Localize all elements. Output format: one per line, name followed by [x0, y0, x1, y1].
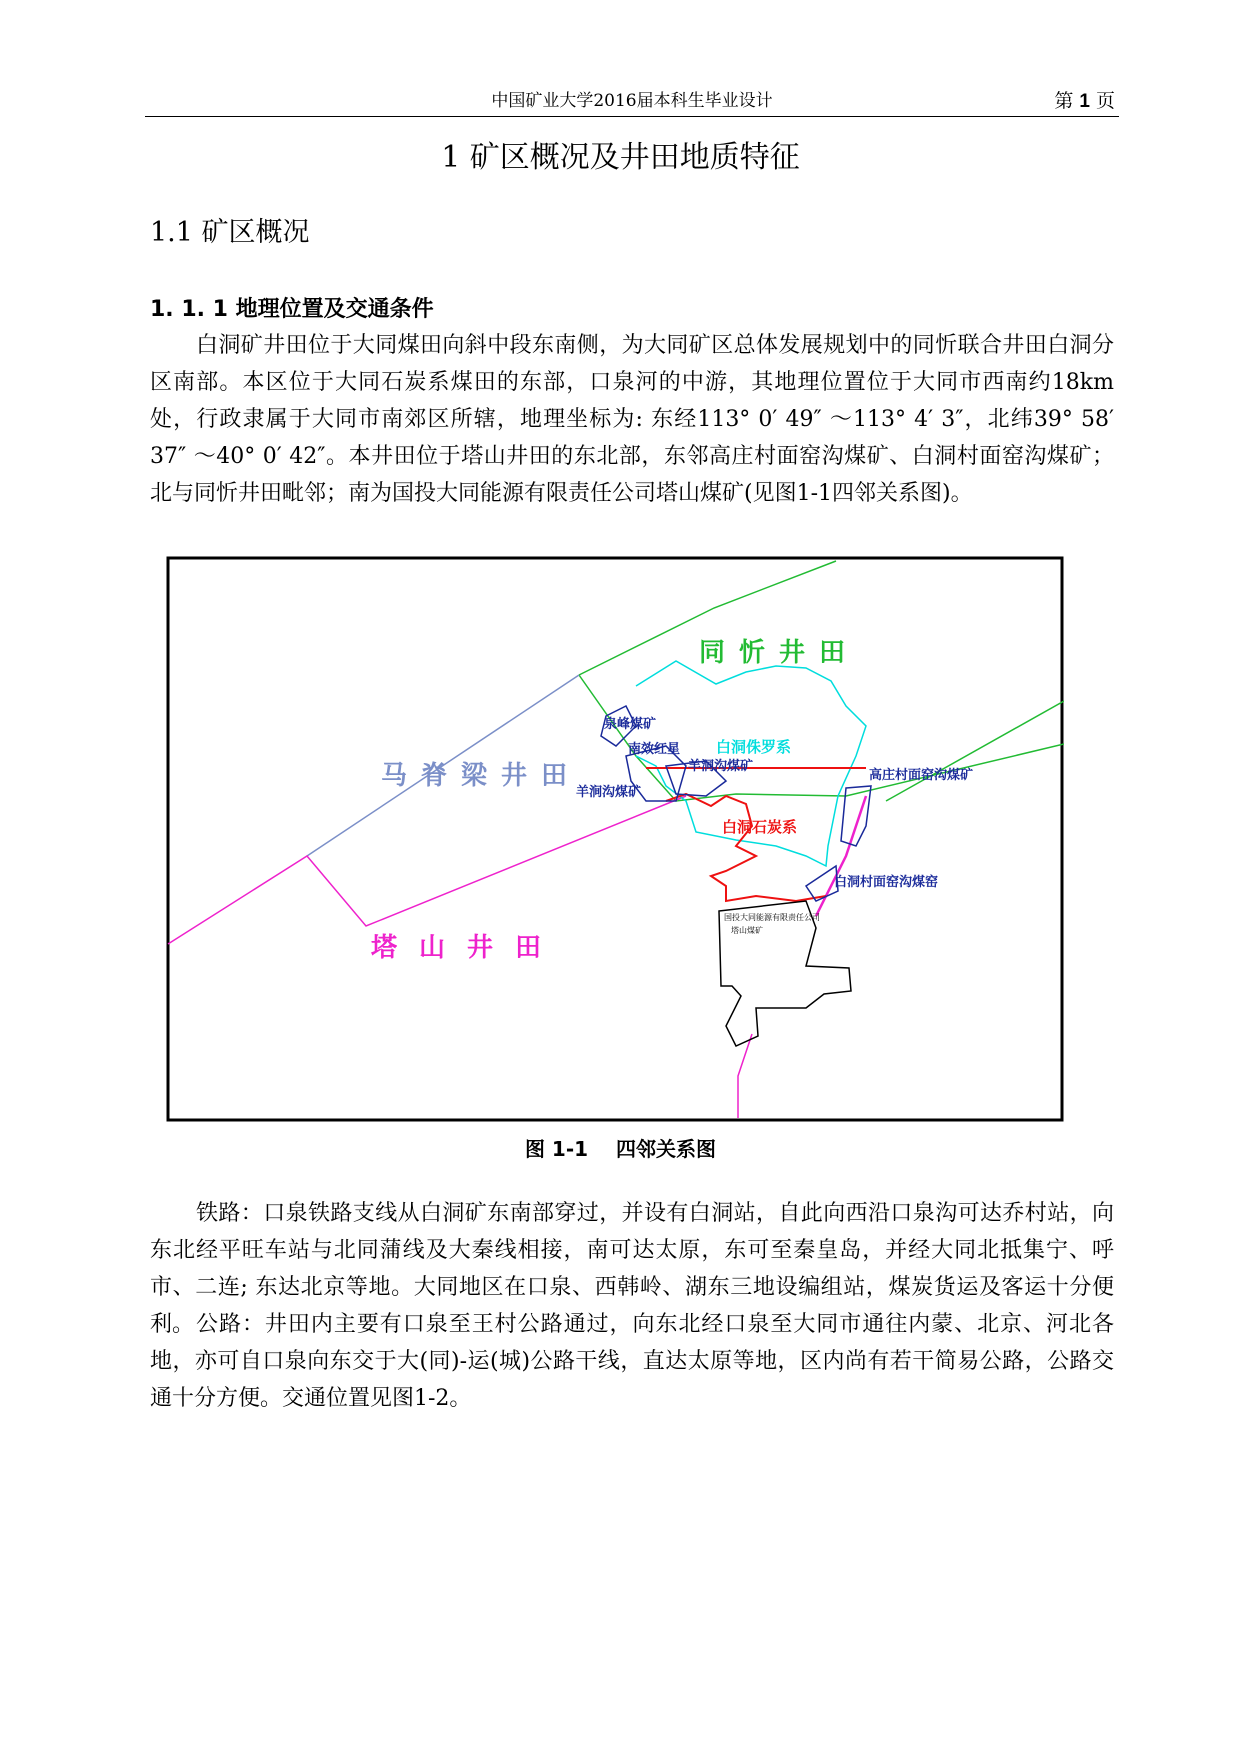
tashan-label: 塔山井田	[371, 933, 564, 963]
caption-number: 图 1-1	[524, 1137, 589, 1161]
paragraph-location: 白洞矿井田位于大同煤田向斜中段东南侧，为大同矿区总体发展规划中的同忻联合井田白洞分区南部。本区位于大同石炭系煤田的东部，口泉河的中游，其地理位置位于大同市西南约18km处，行政隶属于大同市南郊区所辖，地理坐标为: 东经113° 0′ 49″ ～113° 4′ 3″，北纬39° 58′ 37″ ～40° 0′ 42″。本井田位于塔山井田的东北部，东邻高庄村面窑沟煤矿、白洞村面窑沟煤矿；北与同忻井田毗邻；南为国投大同能源有限责任公司塔山煤矿(见图1-1四邻关系图)。	[150, 333, 1114, 506]
caption-text: 四邻关系图	[616, 1137, 717, 1161]
baidongcun-label: 白洞村面窑沟煤窑	[834, 875, 939, 890]
header-title: 中国矿业大学2016届本科生毕业设计	[491, 91, 773, 111]
map-frame	[168, 558, 1062, 1120]
guotou-label-2: 塔山煤矿	[731, 926, 763, 935]
page-number: 1	[1079, 91, 1090, 112]
paragraph-railway: 铁路：口泉铁路支线从白洞矿东南部穿过，并设有白洞站，自此向西沿口泉沟可达乔村站，向东北经平旺车站与北同蒲线及大秦线相接，南可达太原，东可至秦皇岛，并经大同北抵集宁、呼市、二连; 东达北京等地。大同地区在口泉、西韩岭、湖东三地设编组站，煤炭货运及客运十分便利。	[150, 1201, 1114, 1337]
map-svg	[166, 556, 1064, 1122]
nanxiao-label: 南效红星	[628, 742, 681, 757]
tongxin-label: 同忻井田	[699, 638, 860, 668]
yanghe-label: 羊洞沟煤矿	[688, 759, 754, 774]
page-suffix: 页	[1095, 90, 1115, 112]
subsection-title: 1. 1. 1 地理位置及交通条件	[150, 297, 434, 322]
neighbor-relation-map	[166, 556, 1064, 1122]
page-prefix: 第	[1054, 90, 1074, 112]
zhuluo-label: 白洞侏罗系	[716, 738, 792, 756]
quanfeng-label: 泉峰煤矿	[604, 717, 657, 732]
paragraph-highway: 公路：井田内主要有口泉至王村公路通过，向东北经口泉至大同市通往内蒙、北京、河北各地，亦可自口泉向东交于大(同)-运(城)公路干线，直达太原等地，区内尚有若干简易公路，公路交通十分方便。交通位置见图1-2。	[150, 1312, 1114, 1411]
page-header	[145, 86, 1119, 117]
yangzhang-label: 羊涧沟煤矿	[576, 785, 642, 800]
section-title: 1.1 矿区概况	[150, 217, 310, 248]
majiliang-label: 马脊梁井田	[381, 761, 582, 791]
gaozhuang-label: 高庄村面窑沟煤矿	[869, 768, 974, 783]
figure-caption	[0, 1133, 1241, 1162]
chapter-title: 1 矿区概况及井田地质特征	[441, 140, 800, 175]
guotou-label-1: 国投大同能源有限责任公司	[724, 913, 820, 922]
page-number-label	[1054, 86, 1115, 113]
shitan-label: 白洞石炭系	[722, 818, 798, 836]
